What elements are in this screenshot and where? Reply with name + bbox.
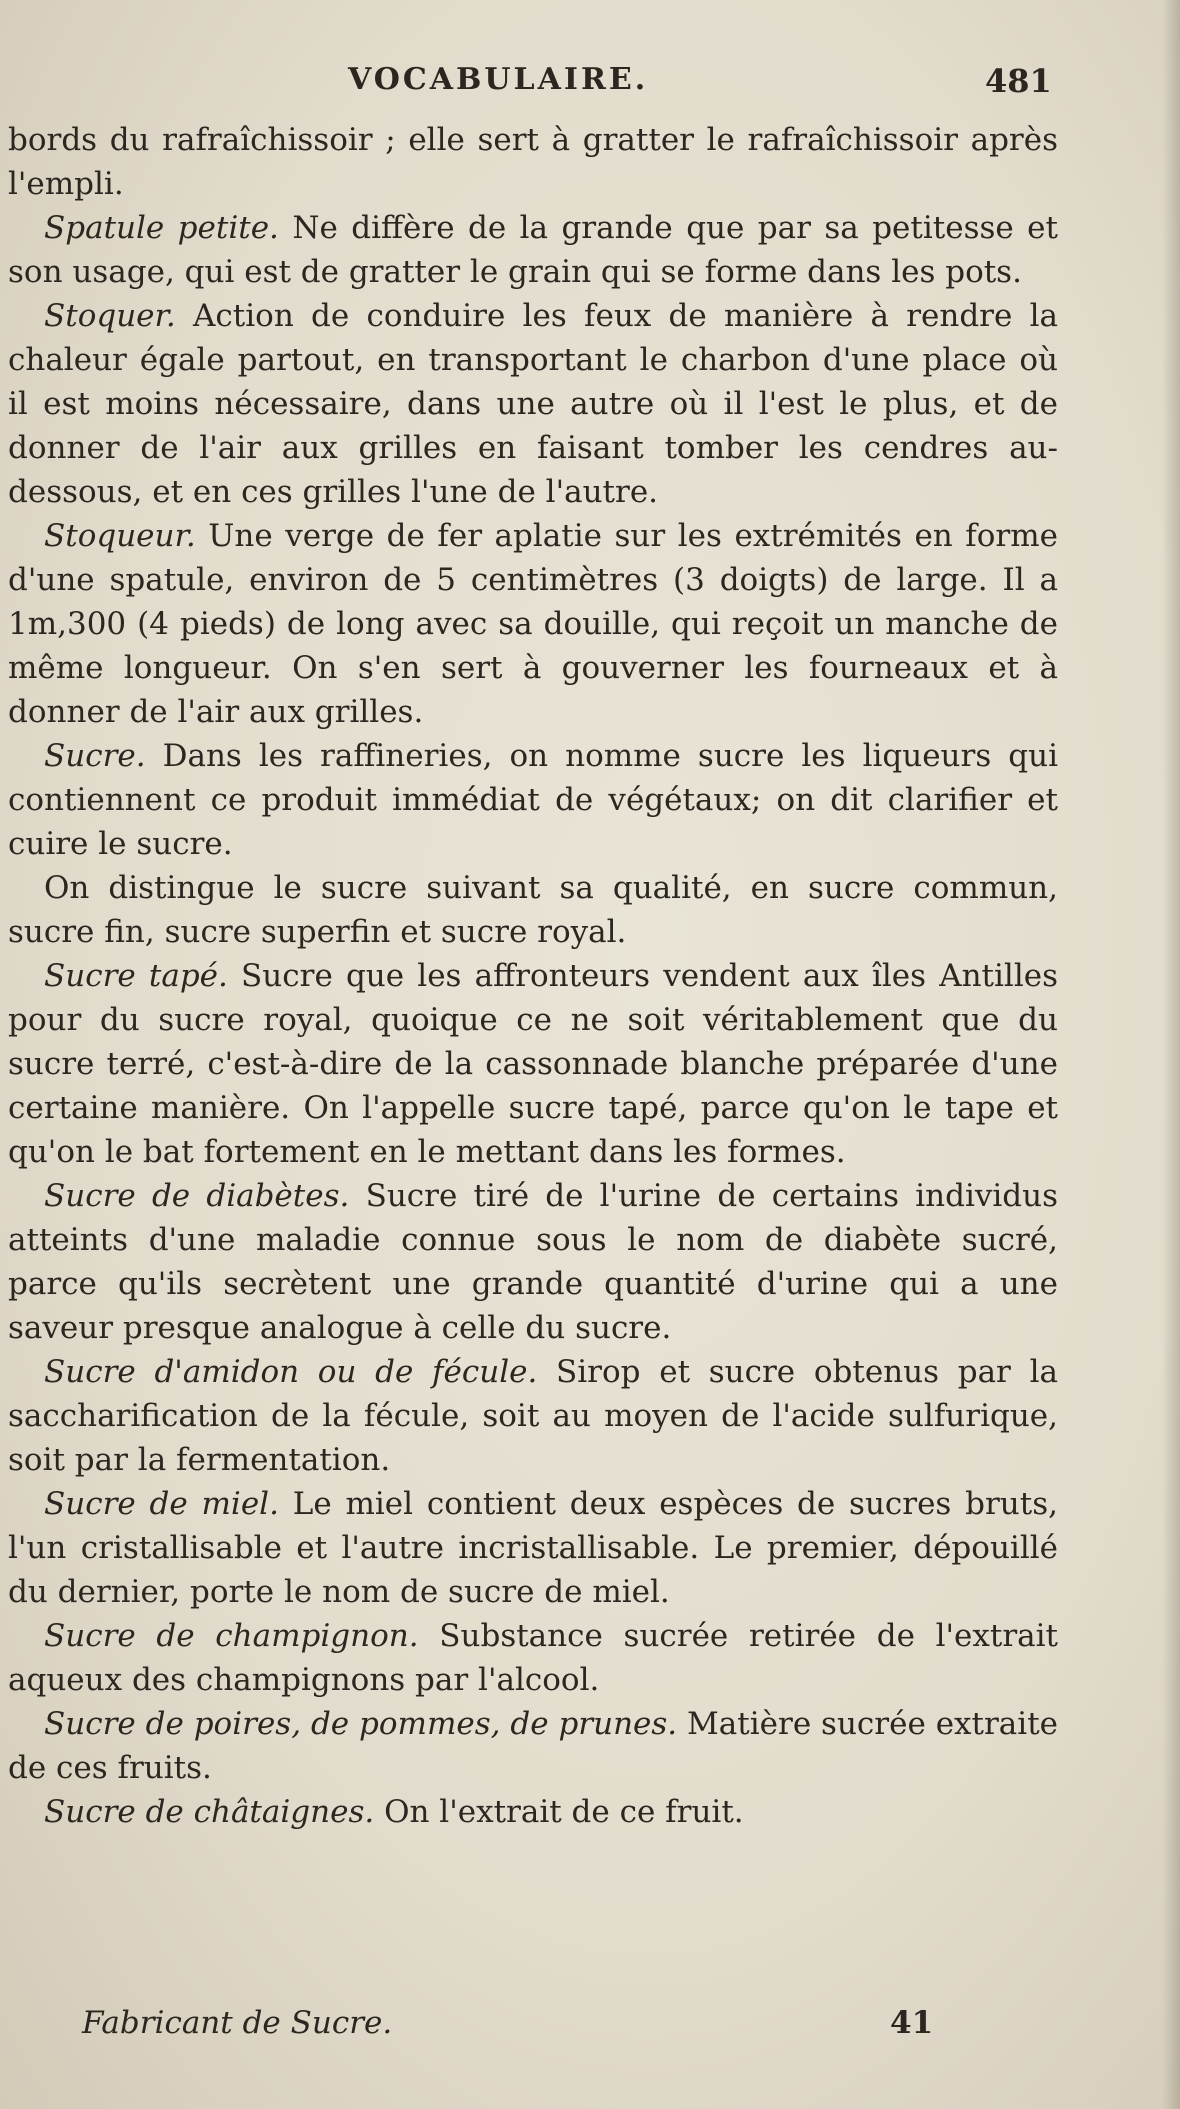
entry-definition: Ne diffère de la grande que par sa petitesse et son usage, qui est de gratter le grain qui se forme dans les pots. xyxy=(8,210,1058,290)
entry-spatule-petite xyxy=(8,206,1058,294)
entry-sucre-de-diabetes xyxy=(8,1174,1058,1350)
page-footer xyxy=(0,2005,1180,2053)
entry-term: Sucre tapé. xyxy=(44,958,228,994)
entry-definition: On l'extrait de ce fruit. xyxy=(374,1794,744,1830)
entry-definition: Dans les raffineries, on nomme sucre les liqueurs qui contiennent ce produit immédiat de végétaux; on dit clarifier et cuire le sucre. xyxy=(8,738,1058,862)
paragraph-sucre-qualites xyxy=(8,866,1058,954)
entry-term: Sucre d'amidon ou de fécule. xyxy=(44,1354,538,1390)
entry-sucre-d-amidon xyxy=(8,1350,1058,1482)
entry-stoqueur xyxy=(8,514,1058,734)
entry-sucre-de-fruits xyxy=(8,1702,1058,1790)
entry-term: Stoquer. xyxy=(44,298,176,334)
entry-definition: Substance sucrée retirée de l'extrait aqueux des champignons par l'alcool. xyxy=(8,1618,1059,1698)
entry-term: Spatule petite. xyxy=(44,210,279,246)
entry-definition: Sirop et sucre obtenus par la saccharification de la fécule, soit au moyen de l'acide sulfurique, soit par la fermentation. xyxy=(8,1354,1058,1478)
paragraph-continuation xyxy=(8,118,1058,206)
entry-term: Stoqueur. xyxy=(44,518,196,554)
entry-term: Sucre de diabètes. xyxy=(44,1178,350,1214)
entry-definition: Action de conduire les feux de manière à rendre la chaleur égale partout, en transportant le charbon d'une place où il est moins nécessaire, dans une autre où il l'est le plus, et de donner de l'air aux grilles en faisant tomber les cendres au-dessous, et en ces grilles l'une de l'autre. xyxy=(8,298,1058,510)
page-header xyxy=(0,62,1180,112)
entry-definition: bords du rafraîchissoir ; elle sert à gratter le rafraîchissoir après l'empli. xyxy=(8,122,1058,202)
entry-definition: Sucre tiré de l'urine de certains individus atteints d'une maladie connue sous le nom de diabète sucré, parce qu'ils secrètent une grande quantité d'urine qui a une saveur presque analogue à celle du sucre. xyxy=(8,1178,1059,1346)
entry-sucre-de-champignon xyxy=(8,1614,1058,1702)
entry-term: Sucre de champignon. xyxy=(44,1618,419,1654)
entry-term: Sucre de poires, de pommes, de prunes. xyxy=(44,1706,678,1742)
signature-mark: Fabricant de Sucre. xyxy=(82,2005,393,2041)
entry-sucre-de-miel xyxy=(8,1482,1058,1614)
entry-stoquer xyxy=(8,294,1058,514)
running-head: VOCABULAIRE. xyxy=(348,62,649,97)
sheet-number: 41 xyxy=(890,2005,934,2041)
entry-definition: On distingue le sucre suivant sa qualité, en sucre commun, sucre fin, sucre superfin et sucre royal. xyxy=(8,870,1058,950)
entry-definition: Une verge de fer aplatie sur les extrémités en forme d'une spatule, environ de 5 centimètres (3 doigts) de large. Il a 1m,300 (4 pieds) de long avec sa douille, qui reçoit un manche de même longueur. On s'en sert à gouverner les fourneaux et à donner de l'air aux grilles. xyxy=(8,518,1058,730)
entry-definition: Matière sucrée extraite de ces fruits. xyxy=(8,1706,1059,1786)
entry-term: Sucre de châtaignes. xyxy=(44,1794,375,1830)
entry-sucre-tape xyxy=(8,954,1058,1174)
page-number: 481 xyxy=(985,62,1052,100)
entry-sucre xyxy=(8,734,1058,866)
entry-definition: Le miel contient deux espèces de sucres bruts, l'un cristallisable et l'autre incristallisable. Le premier, dépouillé du dernier, porte le nom de sucre de miel. xyxy=(8,1486,1058,1610)
entry-term: Sucre de miel. xyxy=(44,1486,279,1522)
entry-term: Sucre. xyxy=(44,738,146,774)
vocabulary-text xyxy=(8,118,1058,1834)
page-edge-shadow xyxy=(1162,0,1180,2109)
entry-sucre-de-chataignes xyxy=(8,1790,1058,1834)
entry-definition: Sucre que les affronteurs vendent aux îles Antilles pour du sucre royal, quoique ce ne soit véritablement que du sucre terré, c'est-à-dire de la cassonnade blanche préparée d'une certaine manière. On l'appelle sucre tapé, parce qu'on le tape et qu'on le bat fortement en le mettant dans les formes. xyxy=(8,958,1058,1170)
